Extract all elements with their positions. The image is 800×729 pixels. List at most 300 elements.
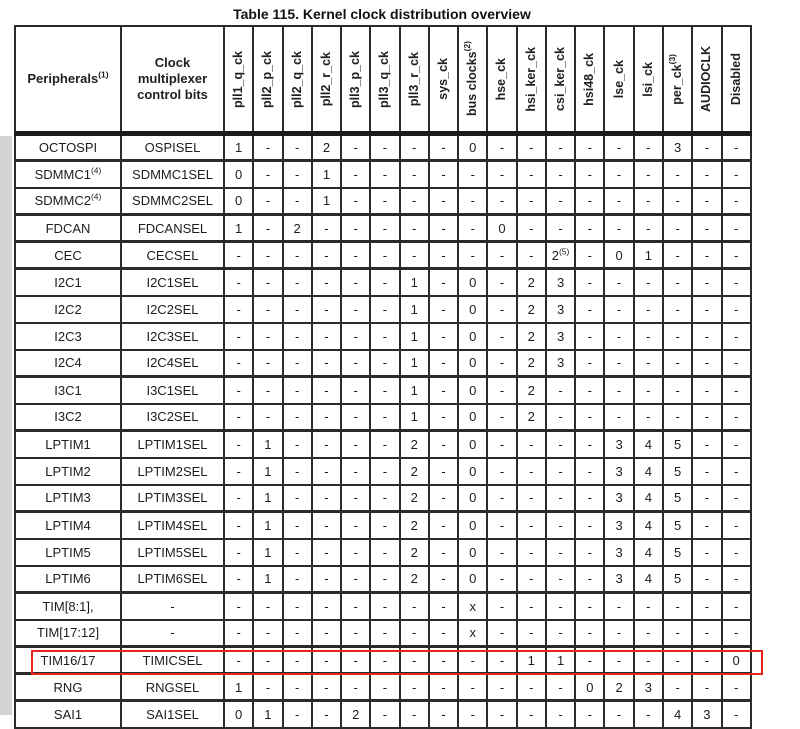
cell-value: - bbox=[224, 620, 253, 647]
cell-value: - bbox=[487, 593, 516, 620]
cell-value: - bbox=[253, 674, 282, 701]
cell-value: 1 bbox=[312, 161, 341, 188]
cell-value: - bbox=[341, 350, 370, 377]
cell-mux: I2C4SEL bbox=[121, 350, 224, 377]
cell-value: - bbox=[283, 350, 312, 377]
cell-value: - bbox=[517, 134, 546, 161]
cell-value: - bbox=[370, 431, 399, 458]
cell-value: 2 bbox=[517, 296, 546, 323]
cell-peripheral: I3C1 bbox=[15, 377, 121, 404]
cell-peripheral: LPTIM4 bbox=[15, 512, 121, 539]
cell-value: 0 bbox=[458, 539, 487, 566]
cell-value: - bbox=[692, 350, 721, 377]
cell-value: - bbox=[487, 242, 516, 269]
cell-value: - bbox=[312, 539, 341, 566]
cell-value: - bbox=[370, 215, 399, 242]
cell-value: - bbox=[429, 161, 458, 188]
cell-value: - bbox=[224, 269, 253, 296]
cell-value: - bbox=[604, 620, 633, 647]
cell-value: - bbox=[341, 242, 370, 269]
table-row bbox=[15, 134, 751, 161]
header-mux-control-bits: Clock multiplexer control bits bbox=[121, 26, 224, 134]
table-row bbox=[15, 323, 751, 350]
cell-value: - bbox=[400, 593, 429, 620]
cell-value: - bbox=[517, 215, 546, 242]
cell-value: - bbox=[692, 404, 721, 431]
cell-value: - bbox=[604, 188, 633, 215]
cell-value: 4 bbox=[634, 539, 663, 566]
cell-peripheral: SAI1 bbox=[15, 701, 121, 728]
cell-value: - bbox=[722, 134, 751, 161]
cell-value: - bbox=[312, 215, 341, 242]
table-row bbox=[15, 539, 751, 566]
cell-value: - bbox=[722, 620, 751, 647]
cell-value: - bbox=[341, 377, 370, 404]
cell-value: - bbox=[575, 323, 604, 350]
cell-value: - bbox=[487, 404, 516, 431]
cell-value: - bbox=[575, 458, 604, 485]
cell-value: - bbox=[429, 323, 458, 350]
cell-value: - bbox=[283, 701, 312, 728]
cell-value: 3 bbox=[663, 134, 692, 161]
cell-value: - bbox=[429, 512, 458, 539]
cell-peripheral: SDMMC2$^{(4)}$ bbox=[15, 188, 121, 215]
cell-value: - bbox=[663, 674, 692, 701]
cell-peripheral: LPTIM1 bbox=[15, 431, 121, 458]
cell-value: - bbox=[312, 296, 341, 323]
cell-value: - bbox=[517, 674, 546, 701]
cell-value: - bbox=[487, 269, 516, 296]
header-clock-label: pll3_q_ck bbox=[377, 50, 392, 108]
cell-value: - bbox=[692, 539, 721, 566]
cell-value: - bbox=[283, 485, 312, 512]
header-clock-hsi-ker-ck bbox=[517, 26, 546, 134]
cell-value: - bbox=[634, 620, 663, 647]
cell-value: - bbox=[341, 296, 370, 323]
cell-peripheral: LPTIM5 bbox=[15, 539, 121, 566]
cell-value: - bbox=[575, 296, 604, 323]
cell-value: - bbox=[575, 377, 604, 404]
cell-value: - bbox=[722, 593, 751, 620]
cell-value: 3 bbox=[604, 512, 633, 539]
cell-value: 0 bbox=[722, 647, 751, 674]
cell-value: - bbox=[312, 593, 341, 620]
cell-value: - bbox=[663, 242, 692, 269]
cell-peripheral: OCTOSPI bbox=[15, 134, 121, 161]
cell-value: - bbox=[487, 134, 516, 161]
cell-value: - bbox=[546, 431, 575, 458]
cell-value: - bbox=[575, 269, 604, 296]
cell-value: - bbox=[575, 404, 604, 431]
cell-value: - bbox=[487, 512, 516, 539]
cell-value: 3 bbox=[546, 269, 575, 296]
cell-value: - bbox=[312, 701, 341, 728]
cell-peripheral: TIM16/17 bbox=[15, 647, 121, 674]
cell-value: - bbox=[604, 296, 633, 323]
table-row bbox=[15, 620, 751, 647]
cell-value: 1 bbox=[253, 539, 282, 566]
cell-value: - bbox=[370, 323, 399, 350]
cell-value: 0 bbox=[458, 458, 487, 485]
cell-value: - bbox=[341, 620, 370, 647]
cell-value: 3 bbox=[692, 701, 721, 728]
header-clock-pll2-r-ck bbox=[312, 26, 341, 134]
cell-value: - bbox=[312, 377, 341, 404]
cell-value: - bbox=[370, 647, 399, 674]
cell-value: 4 bbox=[634, 485, 663, 512]
cell-value: - bbox=[722, 161, 751, 188]
cell-value: - bbox=[341, 215, 370, 242]
cell-value: - bbox=[663, 620, 692, 647]
cell-value: 3 bbox=[634, 674, 663, 701]
cell-value: - bbox=[575, 593, 604, 620]
cell-value: - bbox=[722, 512, 751, 539]
cell-value: - bbox=[283, 620, 312, 647]
cell-value: - bbox=[253, 161, 282, 188]
cell-value: 3 bbox=[546, 350, 575, 377]
cell-value: - bbox=[575, 134, 604, 161]
table-row bbox=[15, 188, 751, 215]
cell-value: - bbox=[341, 674, 370, 701]
header-clock-label: pll3_p_ck bbox=[348, 50, 363, 108]
table-row bbox=[15, 647, 751, 674]
cell-value: - bbox=[283, 593, 312, 620]
cell-mux: LPTIM3SEL bbox=[121, 485, 224, 512]
cell-value: - bbox=[370, 161, 399, 188]
cell-value: - bbox=[722, 296, 751, 323]
cell-value: 4 bbox=[634, 566, 663, 593]
cell-value: - bbox=[487, 323, 516, 350]
cell-value: - bbox=[575, 485, 604, 512]
cell-value: - bbox=[663, 161, 692, 188]
cell-value: 0 bbox=[458, 269, 487, 296]
cell-value: - bbox=[341, 188, 370, 215]
cell-peripheral: RNG bbox=[15, 674, 121, 701]
cell-mux: OSPISEL bbox=[121, 134, 224, 161]
cell-value: - bbox=[429, 377, 458, 404]
cell-value: - bbox=[312, 431, 341, 458]
cell-value: - bbox=[429, 350, 458, 377]
cell-value: - bbox=[546, 188, 575, 215]
cell-value: - bbox=[429, 404, 458, 431]
cell-value: - bbox=[722, 269, 751, 296]
cell-value: - bbox=[722, 404, 751, 431]
table-row bbox=[15, 566, 751, 593]
cell-mux: I2C2SEL bbox=[121, 296, 224, 323]
header-clock-label: hse_ck bbox=[494, 57, 509, 101]
cell-value: - bbox=[546, 458, 575, 485]
cell-value: 3 bbox=[604, 458, 633, 485]
cell-value: - bbox=[370, 701, 399, 728]
cell-value: - bbox=[517, 161, 546, 188]
cell-value: - bbox=[575, 431, 604, 458]
cell-value: - bbox=[283, 458, 312, 485]
cell-peripheral: LPTIM2 bbox=[15, 458, 121, 485]
table-row bbox=[15, 242, 751, 269]
cell-peripheral: TIM[17:12] bbox=[15, 620, 121, 647]
header-clock-lsi-ck bbox=[634, 26, 663, 134]
cell-value: - bbox=[283, 377, 312, 404]
cell-value: 2 bbox=[341, 701, 370, 728]
cell-value: - bbox=[692, 269, 721, 296]
cell-value: - bbox=[604, 215, 633, 242]
cell-value: - bbox=[634, 647, 663, 674]
cell-value: - bbox=[283, 323, 312, 350]
cell-value: - bbox=[370, 269, 399, 296]
cell-value: - bbox=[517, 620, 546, 647]
cell-value: - bbox=[312, 566, 341, 593]
cell-value: - bbox=[487, 701, 516, 728]
cell-value: - bbox=[224, 431, 253, 458]
cell-value: - bbox=[224, 647, 253, 674]
cell-value: - bbox=[546, 512, 575, 539]
cell-value: - bbox=[312, 620, 341, 647]
cell-value: 4 bbox=[634, 431, 663, 458]
cell-value: - bbox=[517, 188, 546, 215]
cell-value: - bbox=[312, 269, 341, 296]
cell-value: 4 bbox=[634, 458, 663, 485]
header-clock-disabled bbox=[722, 26, 751, 134]
cell-value: - bbox=[224, 323, 253, 350]
cell-value: - bbox=[663, 593, 692, 620]
cell-value: 2 bbox=[517, 323, 546, 350]
cell-value: 0 bbox=[487, 215, 516, 242]
cell-value: 2 bbox=[312, 134, 341, 161]
cell-value: - bbox=[604, 269, 633, 296]
cell-value: - bbox=[224, 539, 253, 566]
cell-value: - bbox=[400, 620, 429, 647]
cell-value: - bbox=[224, 404, 253, 431]
cell-value: - bbox=[341, 161, 370, 188]
header-clock-label: pll2_q_ck bbox=[289, 50, 304, 108]
cell-value: - bbox=[429, 215, 458, 242]
cell-value: - bbox=[575, 215, 604, 242]
header-clock-hsi48-ck bbox=[575, 26, 604, 134]
cell-value: - bbox=[253, 296, 282, 323]
cell-value: - bbox=[692, 323, 721, 350]
cell-mux: FDCANSEL bbox=[121, 215, 224, 242]
cell-value: - bbox=[224, 350, 253, 377]
cell-value: - bbox=[575, 539, 604, 566]
header-clock-pll2-q-ck bbox=[283, 26, 312, 134]
cell-value: - bbox=[458, 161, 487, 188]
cell-value: - bbox=[604, 377, 633, 404]
cell-value: - bbox=[429, 485, 458, 512]
cell-value: - bbox=[400, 161, 429, 188]
cell-value: - bbox=[283, 431, 312, 458]
cell-value: - bbox=[429, 188, 458, 215]
cell-value: - bbox=[722, 539, 751, 566]
cell-peripheral: I2C2 bbox=[15, 296, 121, 323]
table-row bbox=[15, 701, 751, 728]
cell-value: - bbox=[517, 566, 546, 593]
cell-value: - bbox=[692, 458, 721, 485]
header-clock-label: Disabled bbox=[728, 52, 743, 106]
cell-value: - bbox=[487, 377, 516, 404]
cell-value: - bbox=[663, 647, 692, 674]
cell-value: 2 bbox=[283, 215, 312, 242]
table-row bbox=[15, 269, 751, 296]
cell-value: - bbox=[722, 323, 751, 350]
cell-value: - bbox=[253, 188, 282, 215]
cell-value: - bbox=[429, 134, 458, 161]
cell-value: 0 bbox=[458, 134, 487, 161]
cell-value: - bbox=[634, 377, 663, 404]
header-row bbox=[15, 26, 751, 134]
cell-value: - bbox=[341, 269, 370, 296]
cell-value: 0 bbox=[575, 674, 604, 701]
cell-value: 1 bbox=[224, 674, 253, 701]
cell-value: - bbox=[253, 404, 282, 431]
cell-value: - bbox=[429, 458, 458, 485]
cell-value: - bbox=[722, 431, 751, 458]
cell-value: - bbox=[722, 674, 751, 701]
cell-value: - bbox=[517, 458, 546, 485]
cell-value: - bbox=[341, 458, 370, 485]
cell-value: 1 bbox=[400, 323, 429, 350]
header-clock-label: pll3_r_ck bbox=[406, 51, 421, 107]
cell-value: - bbox=[400, 188, 429, 215]
cell-value: - bbox=[370, 539, 399, 566]
cell-value: - bbox=[224, 593, 253, 620]
cell-value: - bbox=[546, 539, 575, 566]
cell-mux: LPTIM1SEL bbox=[121, 431, 224, 458]
header-clock-csi-ker-ck bbox=[546, 26, 575, 134]
table-row bbox=[15, 296, 751, 323]
cell-value: - bbox=[546, 485, 575, 512]
cell-value: 2 bbox=[400, 566, 429, 593]
header-clock-sys-ck bbox=[429, 26, 458, 134]
cell-value: - bbox=[546, 674, 575, 701]
cell-mux: I3C2SEL bbox=[121, 404, 224, 431]
cell-value: 0 bbox=[458, 485, 487, 512]
cell-value: 5 bbox=[663, 431, 692, 458]
cell-value: - bbox=[487, 674, 516, 701]
cell-value: - bbox=[634, 404, 663, 431]
cell-value: - bbox=[575, 620, 604, 647]
cell-peripheral: LPTIM6 bbox=[15, 566, 121, 593]
cell-value: - bbox=[253, 377, 282, 404]
cell-value: - bbox=[575, 350, 604, 377]
cell-value: - bbox=[370, 350, 399, 377]
cell-value: - bbox=[575, 512, 604, 539]
cell-value: - bbox=[692, 593, 721, 620]
cell-value: - bbox=[400, 674, 429, 701]
cell-value: 2 bbox=[517, 404, 546, 431]
cell-value: - bbox=[604, 593, 633, 620]
cell-value: - bbox=[429, 647, 458, 674]
cell-value: - bbox=[429, 566, 458, 593]
cell-value: - bbox=[487, 620, 516, 647]
cell-value: - bbox=[692, 242, 721, 269]
cell-value: - bbox=[634, 269, 663, 296]
cell-value: - bbox=[370, 593, 399, 620]
header-clock-label: pll2_r_ck bbox=[318, 51, 333, 107]
cell-value: 3 bbox=[546, 323, 575, 350]
cell-value: 5 bbox=[663, 485, 692, 512]
cell-value: - bbox=[458, 701, 487, 728]
cell-value: 4 bbox=[634, 512, 663, 539]
cell-value: - bbox=[575, 647, 604, 674]
cell-value: - bbox=[546, 215, 575, 242]
cell-value: - bbox=[692, 647, 721, 674]
cell-value: - bbox=[370, 377, 399, 404]
cell-value: - bbox=[663, 296, 692, 323]
cell-value: - bbox=[370, 134, 399, 161]
header-clock-bus-clocks-2 bbox=[458, 26, 487, 134]
cell-value: - bbox=[370, 566, 399, 593]
cell-value: - bbox=[429, 674, 458, 701]
cell-value: - bbox=[253, 350, 282, 377]
header-clock-pll3-r-ck bbox=[400, 26, 429, 134]
cell-value: - bbox=[370, 242, 399, 269]
cell-value: - bbox=[692, 674, 721, 701]
cell-value: - bbox=[429, 539, 458, 566]
cell-value: - bbox=[370, 404, 399, 431]
cell-value: - bbox=[517, 431, 546, 458]
cell-value: 1 bbox=[400, 296, 429, 323]
cell-value: 1 bbox=[253, 485, 282, 512]
cell-value: 0 bbox=[458, 350, 487, 377]
cell-value: - bbox=[341, 512, 370, 539]
cell-value: - bbox=[253, 647, 282, 674]
cell-mux: CECSEL bbox=[121, 242, 224, 269]
table-row bbox=[15, 350, 751, 377]
cell-value: - bbox=[487, 188, 516, 215]
cell-value: 3 bbox=[604, 566, 633, 593]
table-row bbox=[15, 512, 751, 539]
cell-value: - bbox=[663, 377, 692, 404]
cell-value: - bbox=[224, 485, 253, 512]
cell-value: - bbox=[400, 701, 429, 728]
cell-peripheral: LPTIM3 bbox=[15, 485, 121, 512]
header-peripherals: Peripherals$^{(1)}$ bbox=[15, 26, 121, 134]
cell-value: 5 bbox=[663, 458, 692, 485]
cell-value: - bbox=[546, 620, 575, 647]
cell-value: 1 bbox=[253, 566, 282, 593]
cell-value: - bbox=[224, 296, 253, 323]
kernel-clock-table bbox=[14, 25, 752, 729]
cell-value: - bbox=[458, 188, 487, 215]
cell-value: - bbox=[400, 647, 429, 674]
cell-value: - bbox=[517, 701, 546, 728]
cell-value: - bbox=[429, 242, 458, 269]
cell-value: x bbox=[458, 593, 487, 620]
cell-value: 1 bbox=[634, 242, 663, 269]
cell-value: - bbox=[253, 242, 282, 269]
cell-value: - bbox=[692, 566, 721, 593]
cell-value: - bbox=[341, 404, 370, 431]
cell-value: - bbox=[517, 512, 546, 539]
cell-value: 5 bbox=[663, 566, 692, 593]
cell-value: - bbox=[224, 512, 253, 539]
cell-value: - bbox=[692, 188, 721, 215]
table-row bbox=[15, 431, 751, 458]
cell-value: - bbox=[429, 620, 458, 647]
cell-value: - bbox=[487, 296, 516, 323]
cell-value: - bbox=[722, 566, 751, 593]
cell-mux: I2C3SEL bbox=[121, 323, 224, 350]
cell-value: - bbox=[604, 161, 633, 188]
cell-value: - bbox=[283, 566, 312, 593]
cell-value: - bbox=[312, 458, 341, 485]
cell-value: 0 bbox=[458, 323, 487, 350]
cell-value: - bbox=[663, 323, 692, 350]
cell-value: 0 bbox=[458, 431, 487, 458]
cell-value: - bbox=[722, 377, 751, 404]
cell-value: 2$^{(5)}$ bbox=[546, 242, 575, 269]
cell-value: - bbox=[400, 242, 429, 269]
